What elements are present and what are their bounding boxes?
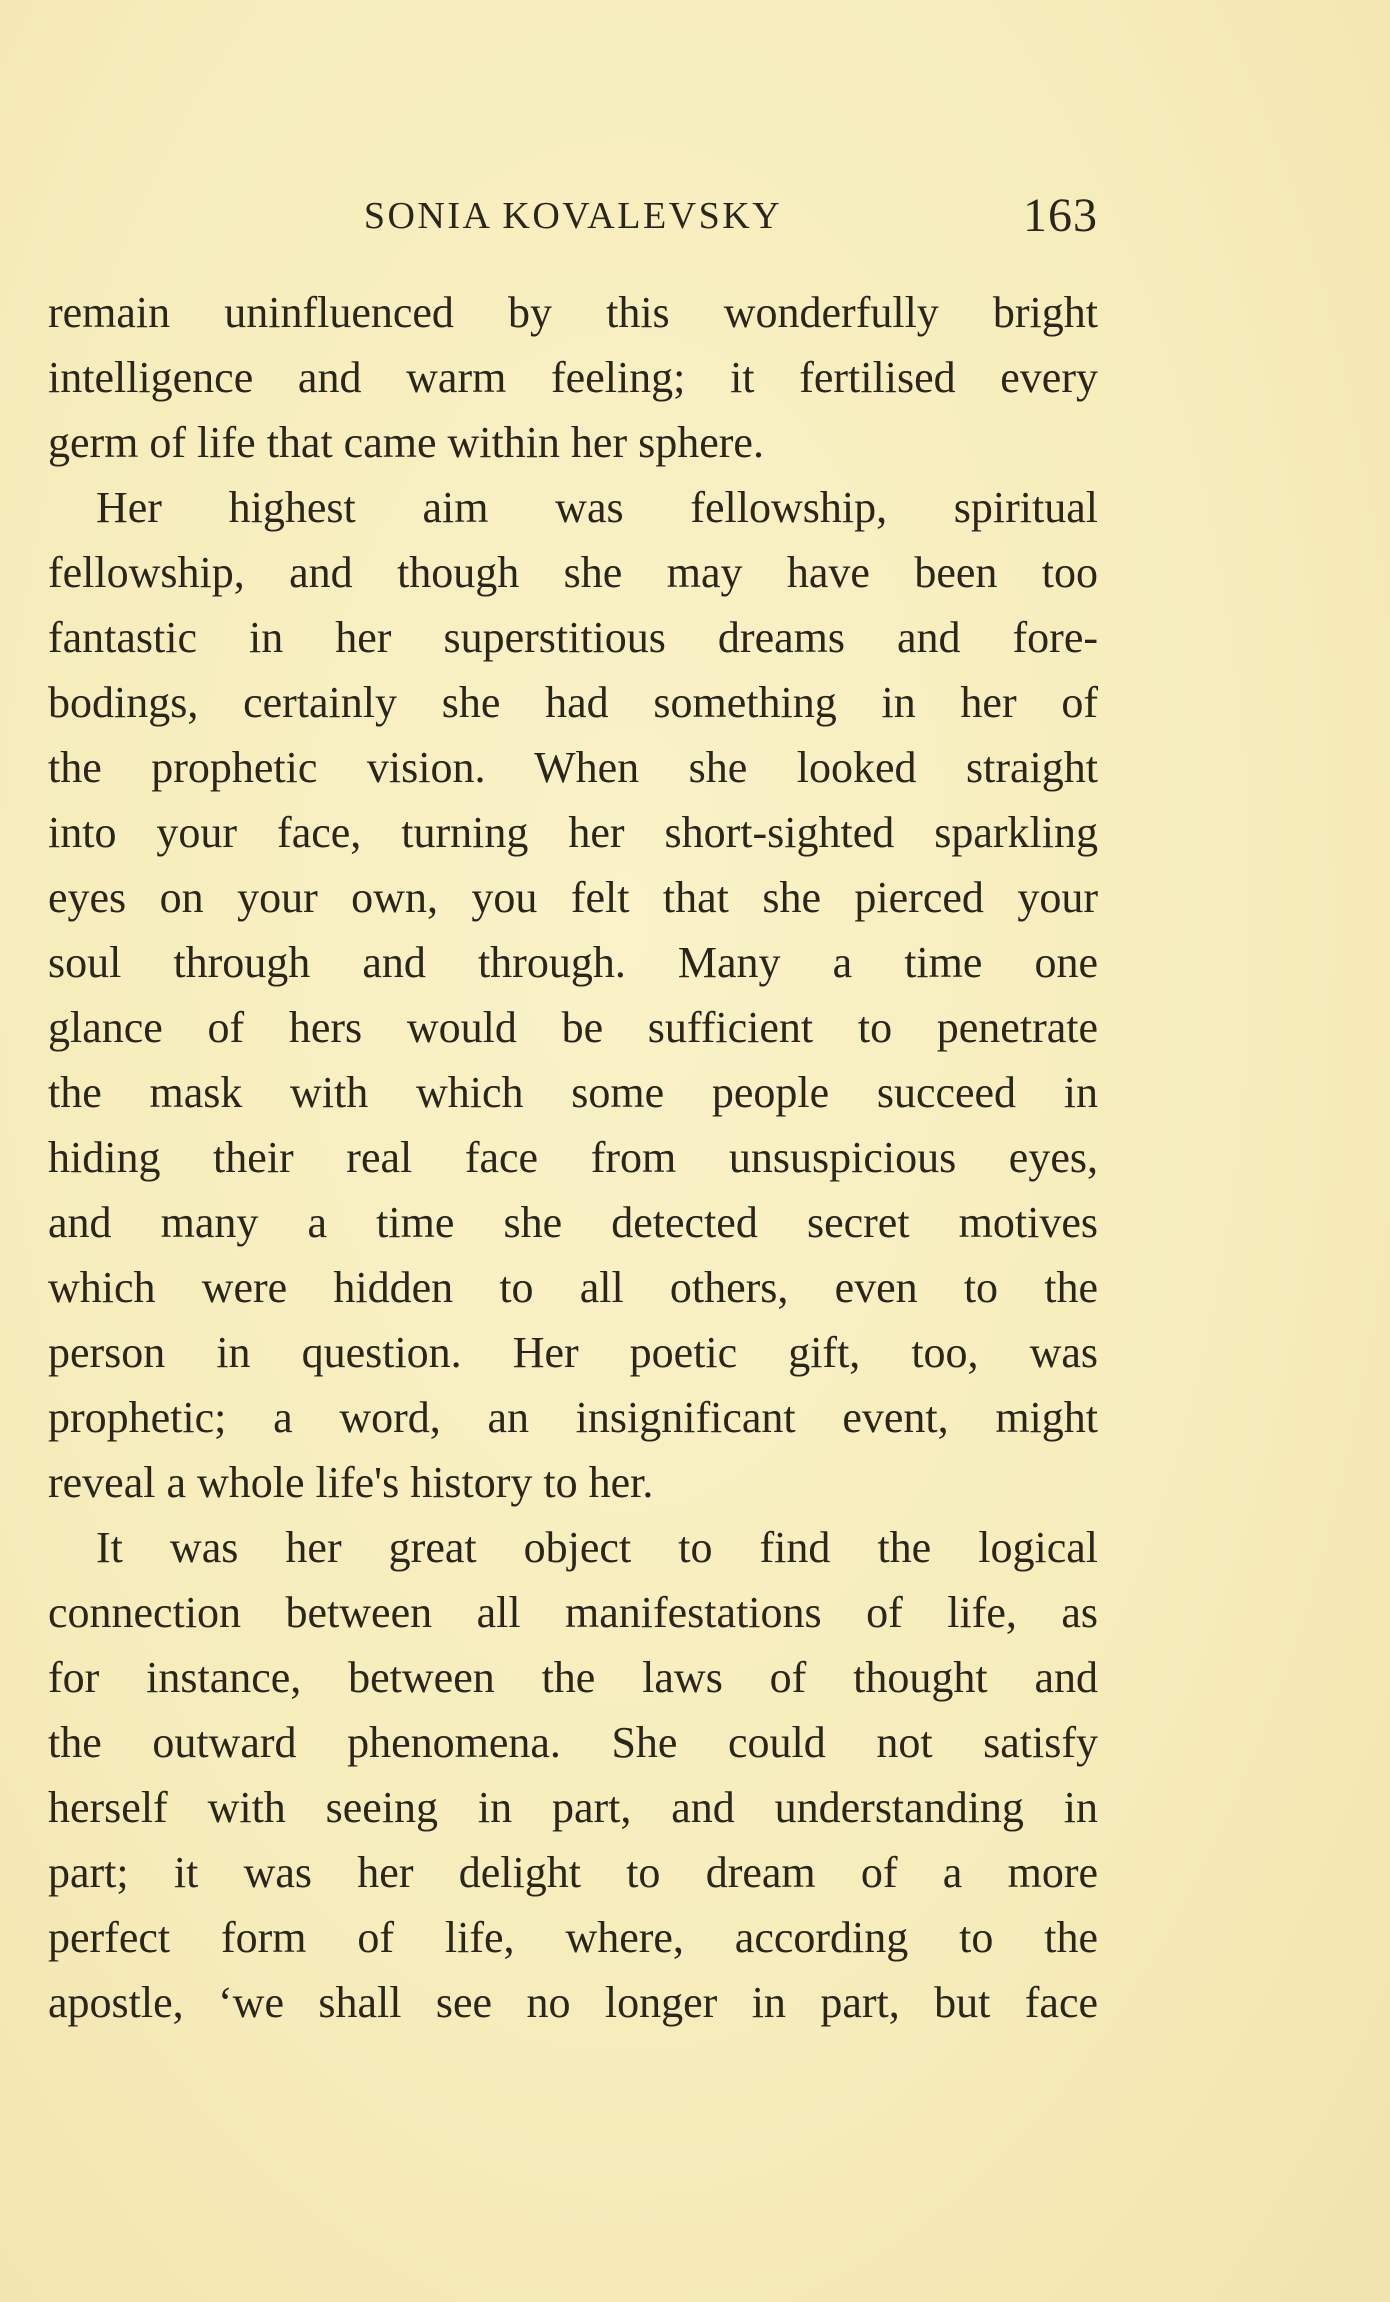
text-line: the mask with which some people succeed in — [48, 1068, 1098, 1117]
text-line: hiding their real face from unsuspicious eyes, — [48, 1133, 1098, 1182]
text-line: fantastic in her superstitious dreams and fore- — [48, 613, 1098, 662]
text-line: which were hidden to all others, even to the — [48, 1263, 1098, 1312]
text-line: Her highest aim was fellowship, spiritual — [96, 483, 1098, 532]
text-line: into your face, turning her short-sighted sparkling — [48, 808, 1098, 857]
text-line: soul through and through. Many a time one — [48, 938, 1098, 987]
body-text — [48, 280, 1098, 2035]
page-header — [48, 188, 1098, 248]
text-line: perfect form of life, where, according to the — [48, 1913, 1098, 1962]
text-line: for instance, between the laws of thought and — [48, 1653, 1098, 1702]
text-line: herself with seeing in part, and understanding in — [48, 1783, 1098, 1832]
text-line: eyes on your own, you felt that she pierced your — [48, 873, 1098, 922]
text-line: and many a time she detected secret motives — [48, 1198, 1098, 1247]
text-line: person in question. Her poetic gift, too, was — [48, 1328, 1098, 1377]
text-line: part; it was her delight to dream of a more — [48, 1848, 1098, 1897]
text-line: reveal a whole life's history to her. — [48, 1458, 654, 1507]
running-head: SONIA KOVALEVSKY — [363, 195, 783, 237]
text-line: remain uninfluenced by this wonderfully bright — [48, 288, 1098, 337]
text-line: prophetic; a word, an insignificant event, might — [48, 1393, 1098, 1442]
text-line: glance of hers would be sufficient to penetrate — [48, 1003, 1098, 1052]
text-line: intelligence and warm feeling; it fertilised every — [48, 353, 1098, 402]
text-line: bodings, certainly she had something in her of — [48, 678, 1098, 727]
text-line: the prophetic vision. When she looked straight — [48, 743, 1098, 792]
text-line: the outward phenomena. She could not satisfy — [48, 1718, 1098, 1767]
text-line: connection between all manifestations of life, as — [48, 1588, 1098, 1637]
text-line: apostle, ‘we shall see no longer in part, but face — [48, 1978, 1098, 2027]
text-line: germ of life that came within her sphere. — [48, 418, 764, 467]
page-number: 163 — [1023, 189, 1098, 242]
text-line: fellowship, and though she may have been too — [48, 548, 1098, 597]
text-line: It was her great object to find the logical — [96, 1523, 1098, 1572]
